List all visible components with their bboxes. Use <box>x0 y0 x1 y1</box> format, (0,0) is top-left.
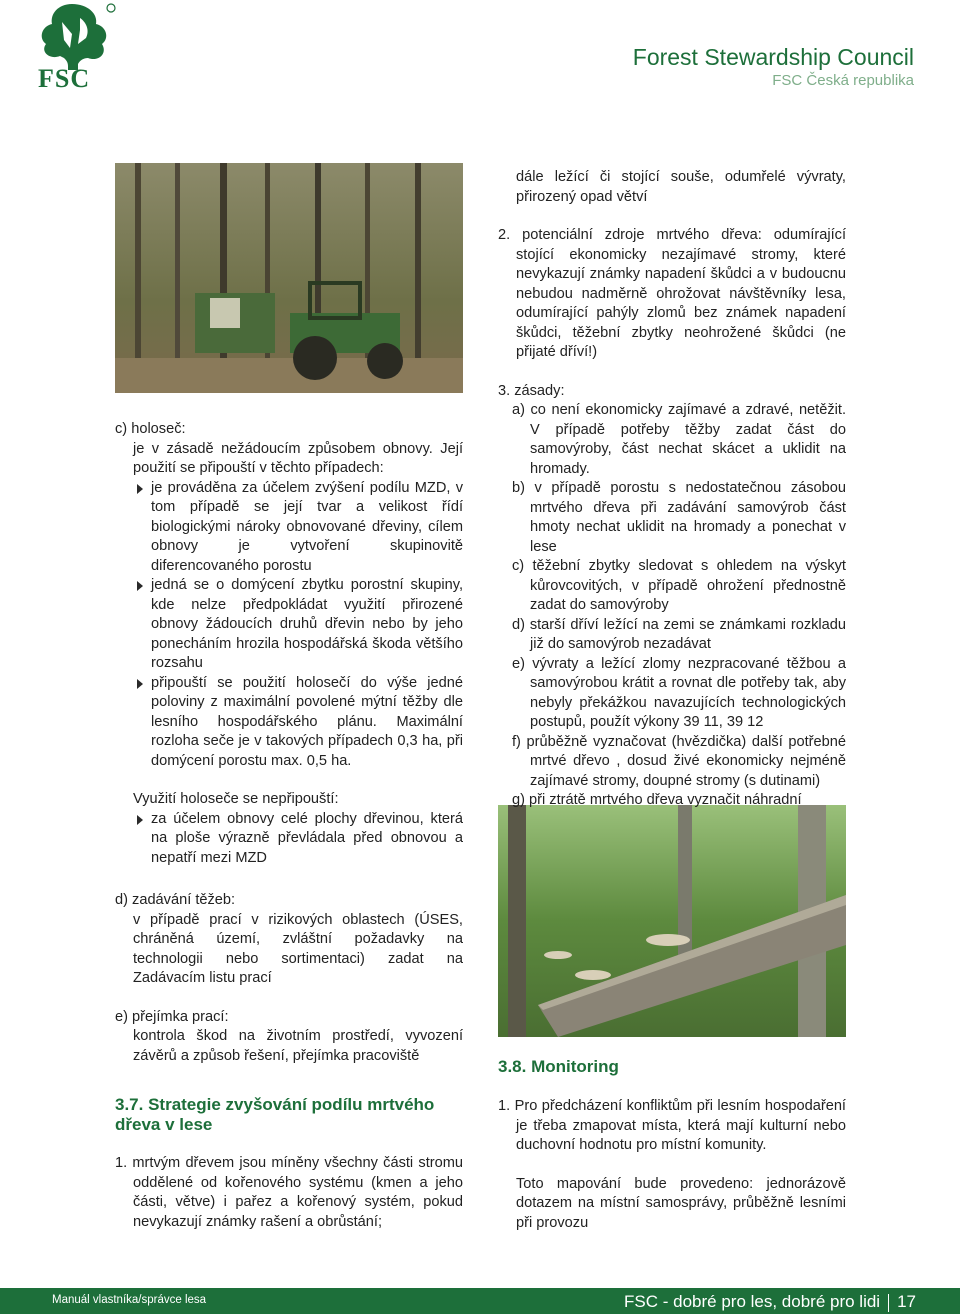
heading-3-7: 3.7. Strategie zvyšování podílu mrtvého dřeva v lese <box>115 1095 435 1134</box>
right-column-bottom <box>498 1057 846 1233</box>
rule-item: a) co není ekonomicky zajímavé a zdravé, netěžit. V případě potřeby těžby zadat část do samovýroby, část nechat skácet a uklidit na hromady. <box>512 402 846 477</box>
fsc-logo <box>28 0 118 92</box>
logo-text: FSC <box>38 64 91 93</box>
section-c-not-title: Využití holoseče se nepřipouští: <box>133 791 339 807</box>
heading-3-8: 3.8. Monitoring <box>498 1057 619 1076</box>
rule-item: c) těžební zbytky sledovat s ohledem na výskyt kůrovcovitých, v případě ohrožení přednostně zadat do samovýroby <box>512 558 846 613</box>
section-c-bullet: jedná se o domýcení zbytku porostní skupiny, kde nelze předpokládat využití přirozené obnovy žádoucích druhů dřevin nebo by jeho ponecháním hrozila hospodářská škoda většího rozsahu <box>115 576 463 674</box>
dead-wood-photo <box>498 805 846 1037</box>
paragraph-3: 3. zásady: <box>498 382 565 399</box>
footer-manual-title: Manuál vlastníka/správce lesa <box>52 1294 207 1306</box>
dead-wood-continuation: dále ležící či stojící souše, odumřelé vývraty, přirozený opad větví <box>516 169 846 205</box>
section-c-not-bullet: za účelem obnovy celé plochy dřevinou, která na ploše výrazně převládala před obnovou a nepatří mezi MZD <box>115 810 463 869</box>
paragraph-2: 2. potenciální zdroje mrtvého dřeva: odumírající stojící ekonomicky nezajímavé stromy, které nevykazují známky napadení škůdci a v budoucnu nebudou nadměrně ohrožovat návštěvníky lesa, odumírající pahýly zlomů bez známek napadení škůdci, těžební zbytky neohrožené škůdci (ne přijaté dříví!) <box>498 227 846 360</box>
section-c-title: c) holoseč: <box>115 421 186 437</box>
section-d-title: d) zadávání těžeb: <box>115 892 236 908</box>
page-number: 17 <box>897 1292 916 1311</box>
footer-slogan <box>624 1292 916 1312</box>
footer-separator <box>888 1294 889 1312</box>
rule-item: f) průběžně vyznačovat (hvězdička) další potřebné mrtvé dřevo , dosud živé ekonomicky nejméně zajímavé stromy, doupné stromy (s dutinami) <box>512 733 846 789</box>
section-c-bullet: připouští se použití holosečí do výše jedné poloviny z maximální povolené mýtní těžby dle lesního hospodářského plánu. Maximální rozloha seče je v takových případech 0,3 ha, při domýcení porostu max. 0,5 ha. <box>115 674 463 772</box>
rule-item: e) vývraty a ležící zlomy nezpracované těžbou a samovýrobou krátit a rovnat dle potřeby tak, aby nebyly překážkou navazujících technologických postupů, použít výkony 39 11, 39 12 <box>512 655 846 730</box>
section-e-text: kontrola škod na životním prostředí, vyvození závěrů a způsob řešení, přejímka pracoviště <box>133 1028 463 1064</box>
left-column <box>115 420 463 1232</box>
right-column-top <box>498 168 846 811</box>
paragraph-3-8-2: Toto mapování bude provedeno: jednorázově dotazem na místní samosprávy, průběžně lesními při provozu <box>516 1175 846 1231</box>
section-c-intro: je v zásadě nežádoucím způsobem obnovy. Její použití se připouští v těchto případech: <box>133 440 463 476</box>
rule-item: g) při ztrátě mrtvého dřeva vyznačit náhradní <box>512 792 802 808</box>
paragraph-3-8-1: 1. Pro předcházení konfliktům při lesním hospodaření je třeba zmapovat místa, která mají kulturní nebo duchovní hodnotu pro místní komunity. <box>498 1098 846 1153</box>
section-e-title: e) přejímka prací: <box>115 1008 229 1025</box>
rule-item: b) v případě porostu s nedostatečnou zásobou mrtvého dřeva při zadávání samovýrob část hmoty nechat uklidit na hromady a ponechat v lese <box>512 480 846 555</box>
rule-item: d) starší dříví ležící na zemi se známkami rozkladu již do samovýrob nezadávat <box>512 616 846 652</box>
paragraph-3-7-1: 1. mrtvým dřevem jsou míněny všechny části stromu oddělené od kořenového systému (kmen a jeho části, větve) i pařez a kořenový systém, pokud nevykazují známky rašení a obrůstání; <box>115 1155 463 1230</box>
org-title: Forest Stewardship Council <box>632 44 914 70</box>
section-c-bullet: je prováděna za účelem zvýšení podílu MZD, v tom případě se její tvar a velikost řídí biologickými nároky obnovované dřeviny, cílem obnovy je vytvoření skupinovitě diferencovaného porostu <box>115 479 463 577</box>
section-d-text: v případě prací v rizikových oblastech (ÚSES, chráněná území, zvláštní požadavky na technologii nebo sortimentaci) zadat na Zadávacím listu prací <box>133 911 463 986</box>
forest-tractor-photo <box>115 163 463 393</box>
footer-slogan-text: FSC - dobré pro les, dobré pro lidi <box>624 1292 881 1311</box>
org-subtitle: FSC Česká republika <box>772 72 914 89</box>
